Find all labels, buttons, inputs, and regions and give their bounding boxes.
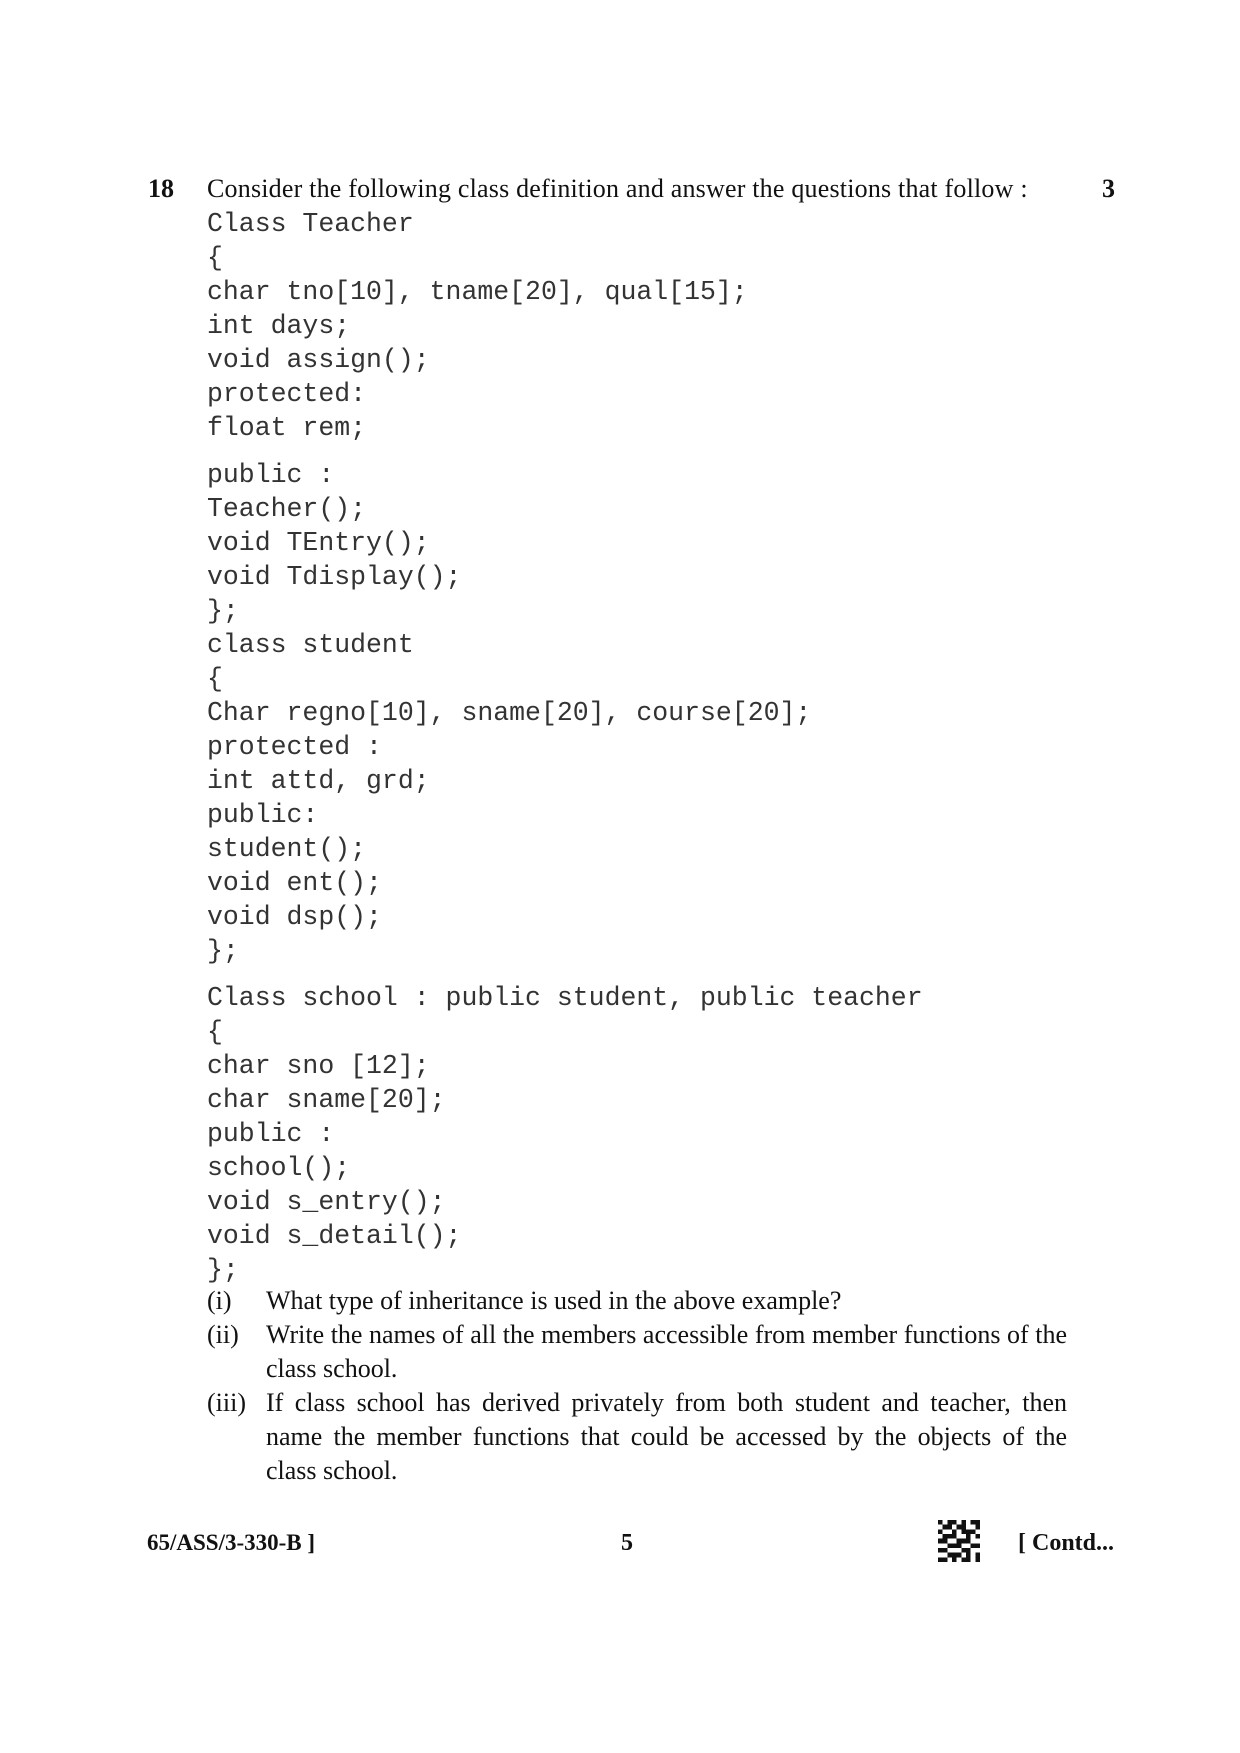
code-line: Teacher();	[207, 494, 367, 524]
paper-code: 65/ASS/3-330-B ]	[147, 1530, 316, 1555]
code-line: class student	[207, 630, 414, 660]
code-line: char tno[10], tname[20], qual[15];	[207, 277, 748, 307]
code-line: void ent();	[207, 868, 382, 898]
code-listing	[207, 207, 923, 1287]
code-line: void assign();	[207, 345, 430, 375]
code-line: void Tdisplay();	[207, 562, 462, 592]
code-line: char sno [12];	[207, 1051, 430, 1081]
code-block-teacher-public-student	[207, 458, 923, 968]
code-line: public:	[207, 800, 319, 830]
subquestion-1	[207, 1284, 1067, 1318]
question-number: 18	[148, 174, 174, 203]
code-line: void dsp();	[207, 902, 382, 932]
subquestion-text: What type of inheritance is used in the above example?	[266, 1286, 842, 1315]
code-line: student();	[207, 834, 367, 864]
subquestion-label: (ii)	[207, 1320, 239, 1349]
subquestion-text: If class school has derived privately from both student and teacher, then name the member functions that could be accessed by the objects of the class school.	[266, 1388, 1067, 1485]
code-line: {	[207, 1017, 223, 1047]
subquestion-list	[207, 1284, 1067, 1488]
subquestion-text: Write the names of all the members accessible from member functions of the class school.	[266, 1320, 1067, 1383]
code-line: school();	[207, 1153, 351, 1183]
question-text: Consider the following class definition and answer the questions that follow :	[207, 174, 1028, 203]
code-line: {	[207, 243, 223, 273]
code-line: char sname[20];	[207, 1085, 446, 1115]
page-number: 5	[621, 1530, 633, 1556]
code-line: void s_detail();	[207, 1221, 462, 1251]
code-line: };	[207, 936, 239, 966]
code-line: int attd, grd;	[207, 766, 430, 796]
code-block-school	[207, 981, 923, 1287]
code-line: void TEntry();	[207, 528, 430, 558]
code-line: public :	[207, 460, 335, 490]
code-block-teacher-private	[207, 207, 923, 445]
code-line: protected:	[207, 379, 367, 409]
code-line: int days;	[207, 311, 351, 341]
code-line: };	[207, 1255, 239, 1285]
code-line: };	[207, 596, 239, 626]
continued-marker: [ Contd...	[1018, 1530, 1115, 1556]
code-line: void s_entry();	[207, 1187, 446, 1217]
code-line: public :	[207, 1119, 335, 1149]
subquestion-3	[207, 1386, 1067, 1488]
code-line: {	[207, 664, 223, 694]
code-line: Char regno[10], sname[20], course[20];	[207, 698, 812, 728]
code-line: Class school : public student, public teacher	[207, 983, 923, 1013]
code-line: protected :	[207, 732, 382, 762]
subquestion-2	[207, 1318, 1067, 1386]
code-line: Class Teacher	[207, 209, 414, 239]
code-line: float rem;	[207, 413, 367, 443]
qr-code-icon	[938, 1520, 980, 1562]
subquestion-label: (i)	[207, 1286, 232, 1315]
subquestion-label: (iii)	[207, 1388, 246, 1417]
question-marks: 3	[1102, 174, 1115, 203]
